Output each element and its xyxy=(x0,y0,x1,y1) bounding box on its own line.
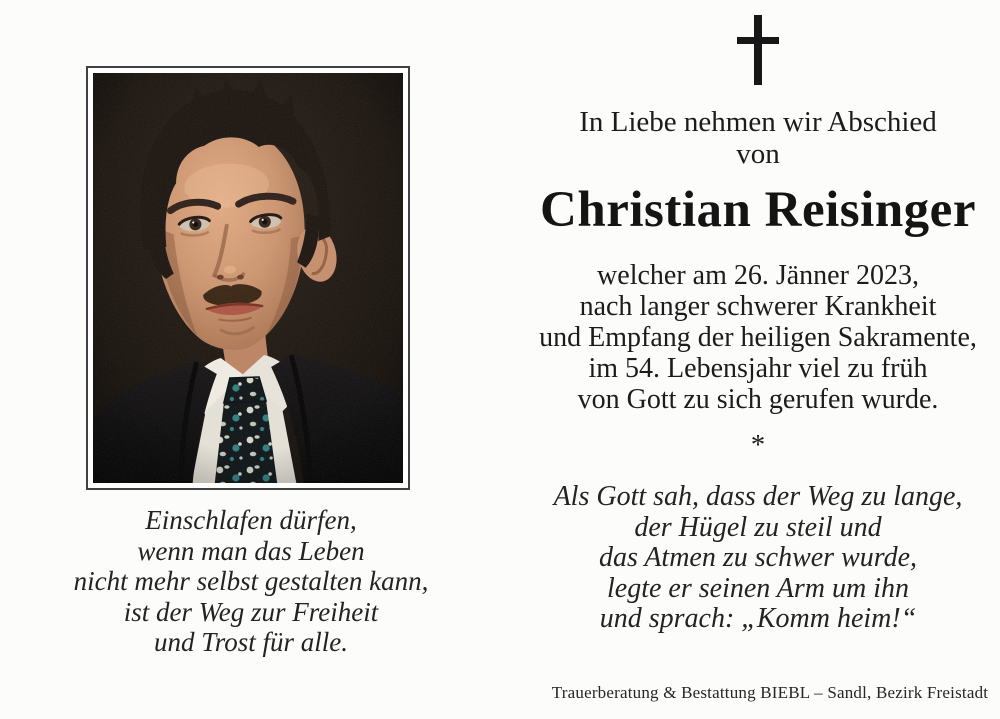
death-details-line: nach langer schwerer Krankheit xyxy=(579,291,937,322)
right-poem-line: das Atmen zu schwer wurde, xyxy=(598,542,918,573)
left-poem-line: wenn man das Leben xyxy=(137,535,365,566)
funeral-home-footer: Trauerberatung & Bestattung BIEBL – Sandl, Bezirk Freistadt xyxy=(551,683,989,702)
right-poem-line: Als Gott sah, dass der Weg zu lange, xyxy=(553,481,963,512)
asterisk-separator: * xyxy=(750,429,766,461)
death-details-line: und Empfang der heiligen Sakramente, xyxy=(539,322,977,353)
death-details-line: welcher am 26. Jänner 2023, xyxy=(597,260,919,291)
cross-icon xyxy=(737,15,779,85)
left-poem-line: und Trost für alle. xyxy=(153,627,349,657)
farewell-intro xyxy=(514,107,1000,170)
deceased-name: Christian Reisinger xyxy=(540,182,976,238)
farewell-intro-line-2: von xyxy=(736,137,780,170)
announcement-column xyxy=(514,0,1000,635)
death-details-line: von Gott zu sich gerufen wurde. xyxy=(577,384,939,415)
left-poem xyxy=(0,505,502,658)
right-poem-line: und sprach: „Komm heim!“ xyxy=(599,603,917,634)
farewell-intro-line-1: In Liebe nehmen wir Abschied xyxy=(579,106,937,138)
death-details-line: im 54. Lebensjahr viel zu früh xyxy=(588,353,928,384)
right-poem-line: legte er seinen Arm um ihn xyxy=(607,572,909,604)
left-poem-line: Einschlafen dürfen, xyxy=(145,505,357,535)
death-details xyxy=(514,260,1000,415)
portrait-photo xyxy=(93,73,403,483)
right-poem xyxy=(514,482,1000,635)
cross-vertical-bar xyxy=(754,15,762,85)
left-poem-line: nicht mehr selbst gestalten kann, xyxy=(73,566,429,596)
right-poem-line: der Hügel zu steil und xyxy=(634,511,882,543)
left-poem-line: ist der Weg zur Freiheit xyxy=(123,596,379,627)
cross-horizontal-bar xyxy=(737,37,779,44)
portrait-photo-frame xyxy=(86,66,410,490)
